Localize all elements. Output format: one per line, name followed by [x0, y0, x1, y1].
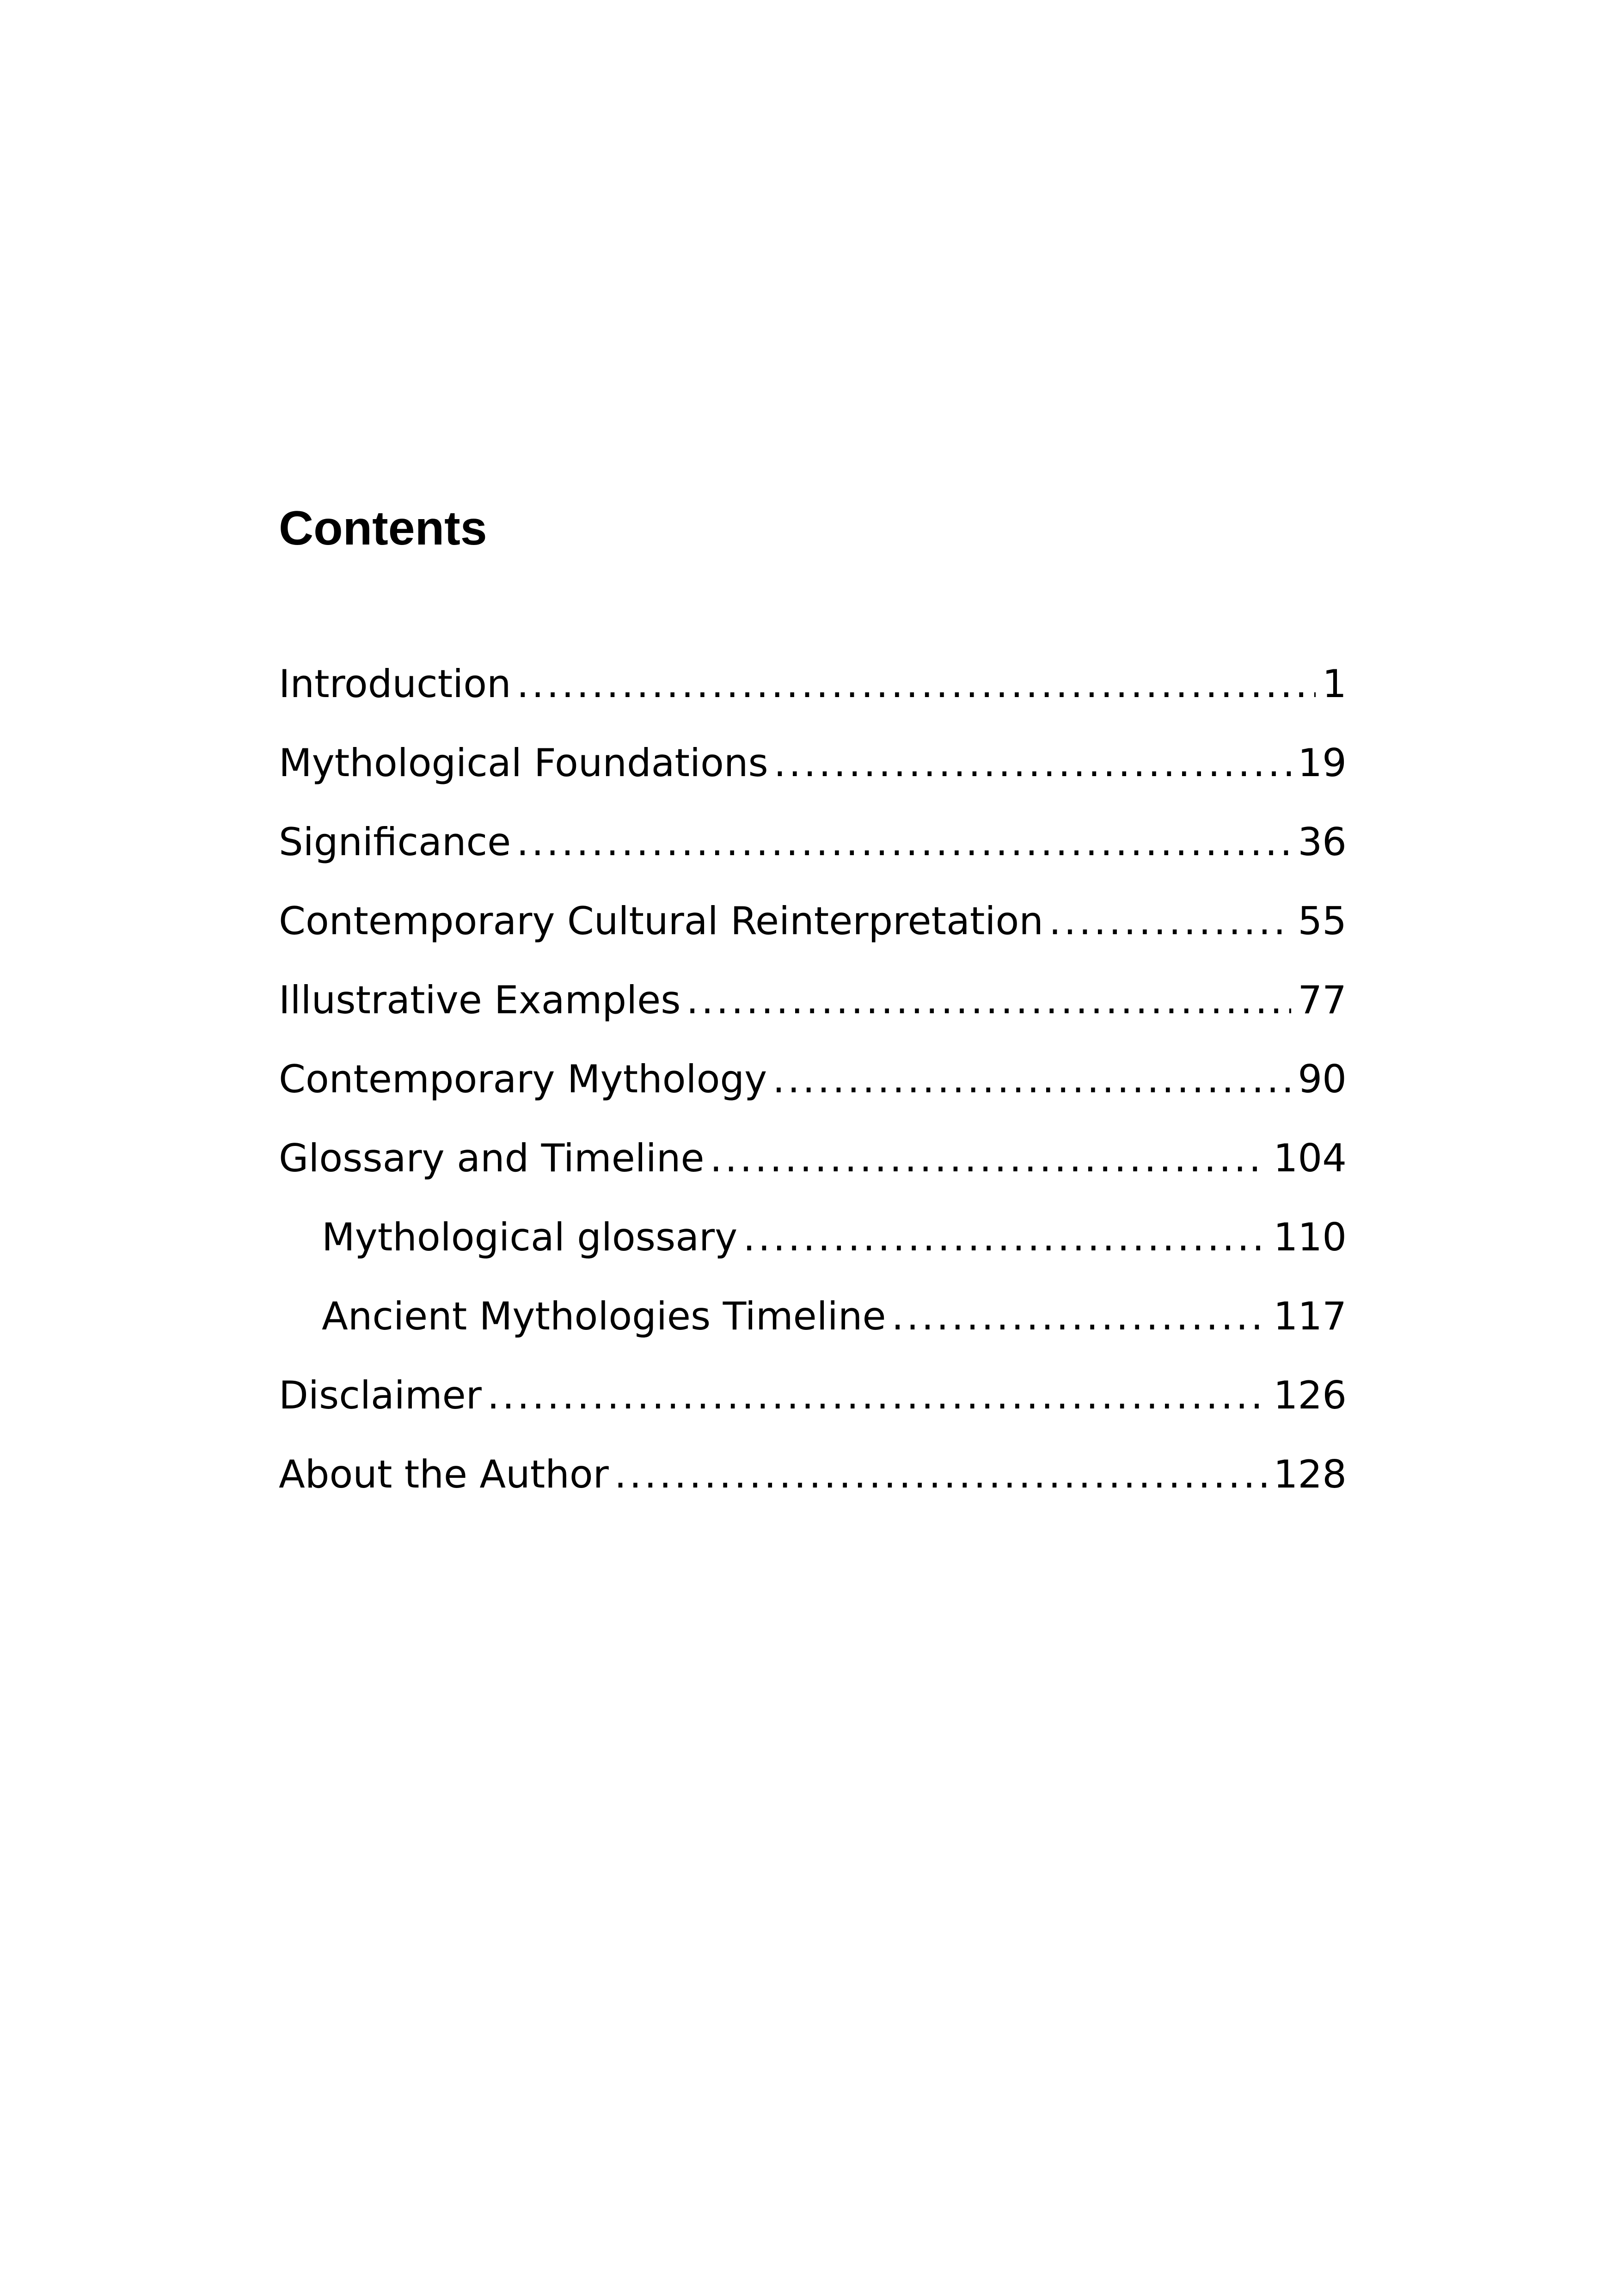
toc-entry-label: Introduction: [279, 661, 511, 706]
toc-page-number: 104: [1273, 1136, 1347, 1181]
page-title: Contents: [279, 502, 487, 555]
dot-leader: [517, 649, 1316, 719]
toc-page-number: 90: [1298, 1057, 1347, 1102]
dot-leader: [710, 1124, 1267, 1193]
toc-entry-glossary-and-timeline[interactable]: [279, 1124, 1347, 1203]
dot-leader: [1049, 887, 1291, 956]
toc-entry-label: Glossary and Timeline: [279, 1136, 705, 1181]
table-of-contents: [279, 649, 1347, 1519]
toc-entry-disclaimer[interactable]: [279, 1361, 1347, 1440]
toc-page-number: 77: [1298, 978, 1347, 1022]
toc-entry-label: Illustrative Examples: [279, 978, 681, 1022]
dot-leader: [892, 1282, 1267, 1351]
dot-leader: [774, 729, 1292, 798]
toc-entry-mythological-foundations[interactable]: [279, 729, 1347, 808]
toc-entry-label: Contemporary Mythology: [279, 1057, 767, 1102]
toc-page-number: 117: [1273, 1294, 1347, 1339]
dot-leader: [614, 1440, 1267, 1509]
toc-page-number: 19: [1298, 741, 1347, 785]
dot-leader: [516, 808, 1291, 877]
toc-page-number: 55: [1298, 899, 1347, 943]
toc-entry-mythological-glossary[interactable]: [279, 1203, 1347, 1282]
toc-entry-significance[interactable]: [279, 808, 1347, 887]
toc-page-number: 36: [1298, 820, 1347, 864]
toc-entry-illustrative-examples[interactable]: [279, 966, 1347, 1045]
toc-entry-label: Mythological glossary: [322, 1215, 738, 1260]
toc-page-number: 126: [1273, 1373, 1347, 1418]
toc-entry-label: Contemporary Cultural Reinterpretation: [279, 899, 1043, 943]
dot-leader: [743, 1203, 1267, 1272]
dot-leader: [686, 966, 1291, 1035]
toc-entry-ancient-mythologies-timeline[interactable]: [279, 1282, 1347, 1361]
toc-entry-label: Significance: [279, 820, 511, 864]
toc-entry-label: Ancient Mythologies Timeline: [322, 1294, 886, 1339]
toc-entry-label: Mythological Foundations: [279, 741, 768, 785]
toc-entry-label: Disclaimer: [279, 1373, 482, 1418]
toc-entry-contemporary-cultural-reinterpretation[interactable]: [279, 887, 1347, 966]
toc-entry-introduction[interactable]: [279, 649, 1347, 729]
toc-page-number: 128: [1273, 1452, 1347, 1497]
dot-leader: [487, 1361, 1267, 1430]
toc-entry-about-the-author[interactable]: [279, 1440, 1347, 1519]
toc-page-number: 110: [1273, 1215, 1347, 1260]
toc-entry-contemporary-mythology[interactable]: [279, 1045, 1347, 1124]
toc-entry-label: About the Author: [279, 1452, 609, 1497]
dot-leader: [772, 1045, 1291, 1114]
toc-page-number: 1: [1322, 661, 1347, 706]
